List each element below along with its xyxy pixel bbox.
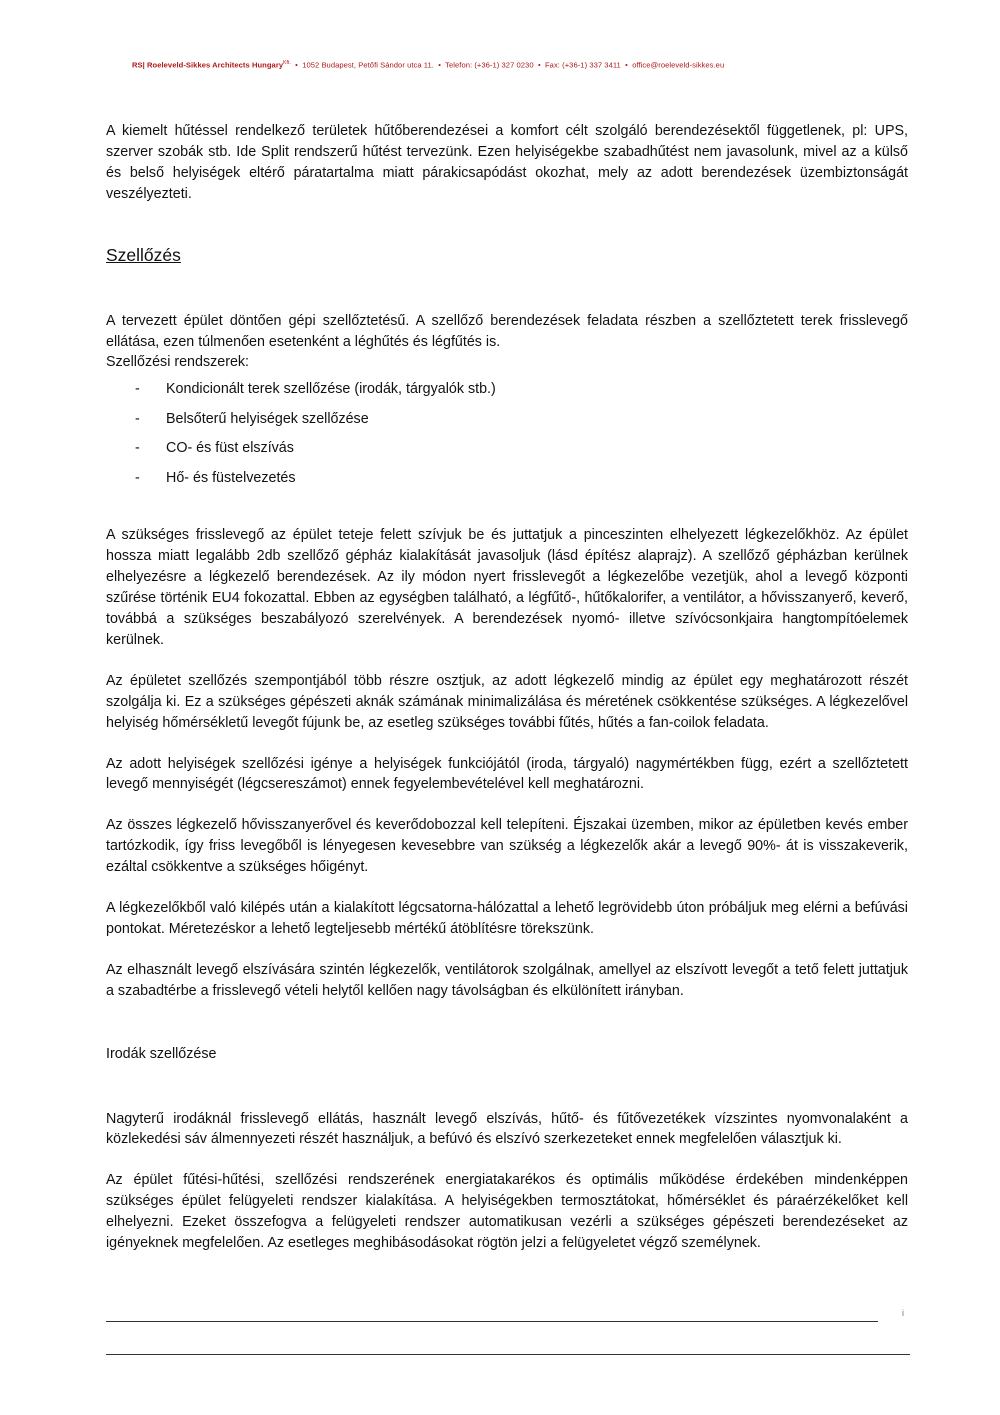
- letterhead: RS| Roeleveld-Sikkes Architects Hungary$^{Kft.}$ • 1052 Budapest, Petőfi Sándor utca 11. • Telefon: (+36-1) 327 0230 • Fax: (+36-1) 337 3411 • office@roeleveld-sikkes.eu: [132, 60, 725, 70]
- footer-divider: [106, 1321, 878, 1322]
- company-logo: RS: [132, 60, 143, 70]
- section-intro: A tervezett épület döntően gépi szellőztetésű. A szellőző berendezések feladata részben a szellőztetett terek frisslevegő ellátása, ezen túlmenően esetenként a léghűtés és légfűtés is.: [106, 312, 908, 350]
- paragraph: Az elhasznált levegő elszívására szintén légkezelők, ventilátorok szolgálnak, amellyel az elszívott levegőt a tető felett juttatjuk a szabadtérbe a frisslevegő vételi helytől kellően nagy távolságban és elkülönített irányban.: [106, 961, 908, 999]
- company-email[interactable]: office@roeleveld-sikkes.eu: [632, 60, 725, 70]
- systems-label: Szellőzési rendszerek:: [106, 354, 250, 371]
- list-item: [106, 379, 908, 400]
- systems-list: [106, 379, 908, 488]
- list-item: [106, 409, 908, 430]
- paragraph: Nagyterű irodáknál frisslevegő ellátás, használt levegő elszívás, hűtő- és fűtővezetékek vízszintes nyomvonalaként a közlekedési sáv álmennyezeti részét használjuk, a befúvó és elszívó szerkezeteket ennek megfelelően választjuk ki.: [106, 1110, 908, 1148]
- company-name: Roeleveld-Sikkes Architects Hungary: [147, 60, 284, 70]
- company-phone: Telefon: (+36-1) 327 0230: [445, 60, 534, 70]
- paragraph: A szükséges frisslevegő az épület teteje felett szívjuk be és juttatjuk a pinceszinten elhelyezett légkezelőkhöz. Az épület hossza miatt legalább 2db szellőző gépház kialakítását javasoljuk (lásd építész alaprajz). A szellőző gépházban kerülnek elhelyezésre a légkezelő berendezések. Az ily módon nyert frisslevegőt a légkezelőbe vezetjük, ahol a levegő központi szűrése történik EU4 fokozattal. Ebben az egységben található, a légfűtő-, hűtőkalorifer, a ventilátor, a hővisszanyerő, keverő, továbbá a szükséges beszabályozó szerelvények. A berendezések nyomó- illetve szívócsonkjaira hangtompítóelemek kerülnek.: [106, 527, 908, 648]
- list-dash: -: [135, 410, 140, 427]
- header-separator: •: [625, 60, 628, 70]
- intro-paragraph: A kiemelt hűtéssel rendelkező területek hűtőberendezései a komfort célt szolgáló berendezésektől függetlenek, pl: UPS, szerver szobák stb. Ide Split rendszerű hűtést tervezünk. Ezen helyiségekbe szabadhűtést nem javasolunk, mivel az a külső és belső helyiségek eltérő páratartalma miatt párakicsapódást okozhat, mely az adott berendezések üzembiztonságát veszélyezteti.: [106, 123, 908, 202]
- list-item-text: Belsőterű helyiségek szellőzése: [166, 410, 369, 427]
- company-fax: Fax: (+36-1) 337 3411: [544, 60, 621, 70]
- company-address: 1052 Budapest, Petőfi Sándor utca 11.: [302, 60, 434, 70]
- paragraph: Az adott helyiségek szellőzési igénye a helyiségek funkciójától (iroda, tárgyaló) nagymértékben függ, ezért a szellőztetett levegő mennyiségét (légcsereszámot) ennek fegyelembevételével kell meghatározni.: [106, 755, 908, 793]
- list-item: [106, 468, 908, 489]
- paragraph: Az épületet szellőzés szempontjából több részre osztjuk, az adott légkezelő mindig az épület egy meghatározott részét szolgálja ki. Ez a szükséges gépészeti aknák számának minimalizálása és méretének csökkentése szükséges. A légkezelővel helyiség hőmérsékletű levegőt fújunk be, az esetleg szükséges további fűtés, hűtés a fan-coilok feladata.: [106, 672, 908, 731]
- list-item-text: Kondicionált terek szellőzése (irodák, tárgyalók stb.): [166, 381, 496, 398]
- list-item-text: Hő- és füstelvezetés: [166, 469, 296, 486]
- document-body: [106, 121, 908, 1254]
- paragraph: Az épület fűtési-hűtési, szellőzési rendszerének energiatakarékos és optimális működése érdekében mindenképpen szükséges épület felügyeleti rendszer kialakítása. A helyiségekben termosztátokat, hőmérséklet és páraérzékelőket kell elhelyezni. Ezeket összefogva a felügyeleti rendszer automatikusan vezérli a szükséges gépészeti berendezéseket az igényeknek megfelelően. Az esetleges meghibásodásokat rögtön jelzi a felügyeletet végző személynek.: [106, 1172, 908, 1252]
- list-dash: -: [135, 440, 140, 457]
- list-dash: -: [135, 469, 140, 486]
- list-item: [106, 438, 908, 459]
- header-separator: •: [438, 60, 441, 70]
- company-suffix: Kft.: [283, 60, 291, 66]
- header-separator: •: [537, 60, 541, 70]
- footer-divider: [106, 1354, 910, 1355]
- list-dash: -: [135, 381, 140, 398]
- header-separator: •: [295, 60, 298, 70]
- page-mark: i: [902, 1308, 904, 1318]
- list-item-text: CO- és füst elszívás: [166, 440, 294, 457]
- paragraph: A légkezelőkből való kilépés után a kialakított légcsatorna-hálózattal a lehető legrövidebb úton próbáljuk meg elérni a befúvási pontokat. Méretezéskor a lehető legteljesebb mértékű átöblítésre törekszünk.: [106, 900, 908, 937]
- paragraph: Az összes légkezelő hővisszanyerővel és keverődobozzal kell telepíteni. Éjszakai üzemben, mikor az épületben kevés ember tartózkodik, így friss levegőből is lényegesen kevesebbre van szükség a légkezelők akár a levegő 90%- át is visszakeverik, ezáltal csökkentve a szükséges hőigényt.: [106, 817, 908, 876]
- section-title: Szellőzés: [106, 244, 181, 265]
- subsection-title: Irodák szellőzése: [106, 1045, 217, 1062]
